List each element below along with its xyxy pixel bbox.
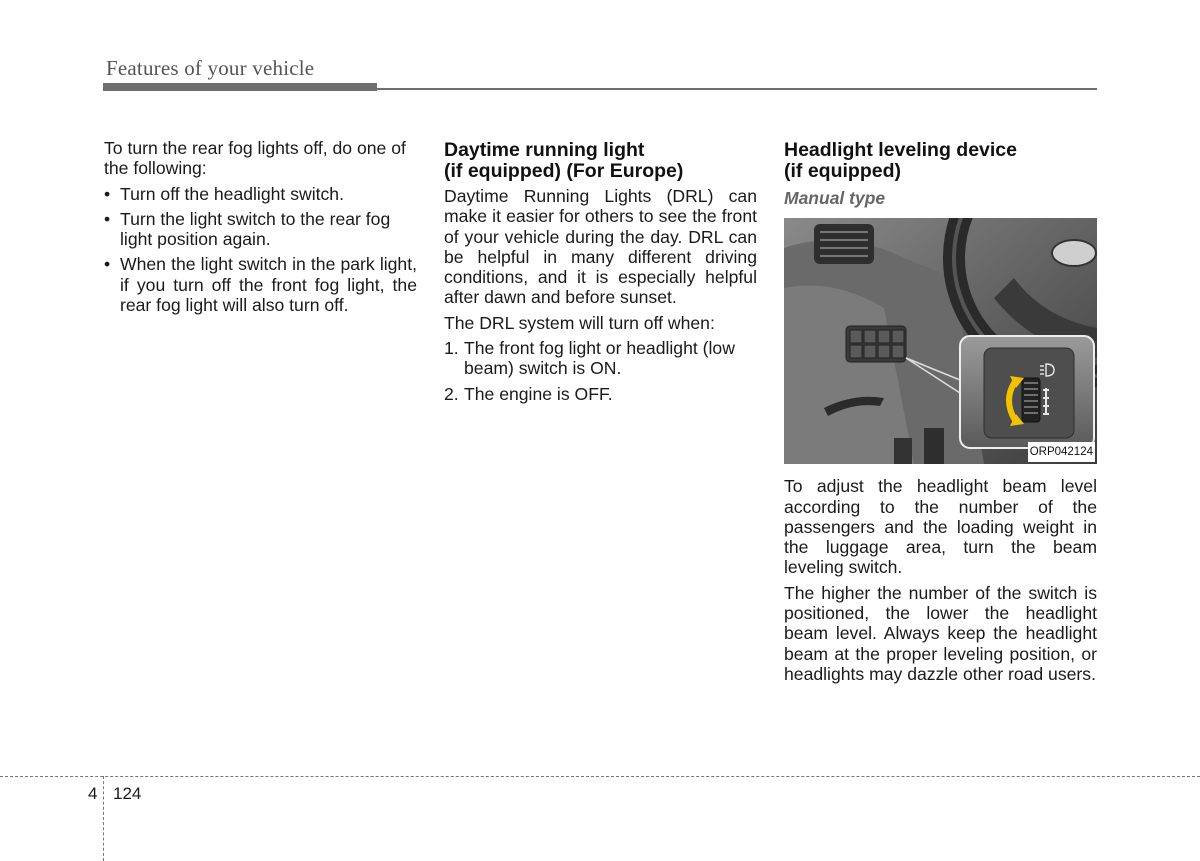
bullet-marker: •: [104, 208, 111, 229]
figure-code-label: ORP042124: [1028, 442, 1095, 462]
bullet-marker: •: [104, 254, 111, 275]
dashboard-illustration: [784, 218, 1097, 464]
drl-numbered-list: [444, 338, 757, 404]
drl-heading: [444, 140, 757, 182]
leveling-switch-illustration: [784, 218, 1097, 464]
list-item: [444, 384, 757, 404]
leveling-heading-line1: Headlight leveling device: [784, 139, 1017, 161]
rear-fog-bullet-list: [104, 184, 417, 316]
column-rear-fog: [104, 138, 417, 320]
drl-list-intro: The DRL system will turn off when:: [444, 312, 715, 333]
list-item-text: When the light switch in the park light, if you turn off the front fog light, the rear fog light will also turn off.: [120, 254, 417, 316]
leveling-heading-line2: (if equipped): [784, 160, 901, 182]
footer-dashed-rule: [0, 776, 1200, 777]
header-rule-thick: [103, 83, 377, 91]
footer-vertical-dashed-rule: [103, 776, 104, 861]
drl-paragraph: Daytime Running Lights (DRL) can make it easier for others to see the front of your vehicle during the day. DRL can be helpful in many different driving conditions, and it is especially helpful after dawn and before sunset.: [444, 186, 757, 308]
bullet-marker: •: [104, 183, 111, 204]
drl-heading-line2: (if equipped) (For Europe): [444, 160, 684, 182]
column-headlight-leveling: [784, 140, 1097, 689]
list-item-text: Turn the light switch to the rear fog light position again.: [120, 208, 391, 250]
list-item: [444, 338, 757, 379]
column-drl: [444, 140, 757, 409]
list-item-text: Turn off the headlight switch.: [120, 183, 344, 204]
leveling-heading: [784, 140, 1097, 182]
header-title: Features of your vehicle: [106, 56, 315, 80]
list-item: [104, 254, 417, 315]
drl-heading-line1: Daytime running light: [444, 139, 645, 161]
header-rule-thin: [377, 88, 1097, 90]
leveling-paragraph-2: The higher the number of the switch is positioned, the lower the headlight beam level. Always keep the headlight beam at the proper leveling position, or headlights may dazzle other road users.: [784, 582, 1097, 684]
leveling-paragraph-1: To adjust the headlight beam level according to the number of the passengers and the loading weight in the luggage area, turn the beam leveling switch.: [784, 476, 1097, 578]
manual-type-subheading: Manual type: [784, 188, 886, 208]
list-number: 2.: [444, 383, 459, 404]
chapter-number: 4: [88, 784, 98, 803]
list-item-text: The front fog light or headlight (low beam) switch is ON.: [464, 338, 735, 379]
list-item-text: The engine is OFF.: [464, 383, 613, 404]
list-item: [104, 184, 417, 204]
rear-fog-intro: To turn the rear fog lights off, do one of the following:: [104, 138, 406, 179]
list-number: 1.: [444, 338, 459, 359]
list-item: [104, 209, 417, 250]
page-number: 124: [113, 784, 142, 803]
